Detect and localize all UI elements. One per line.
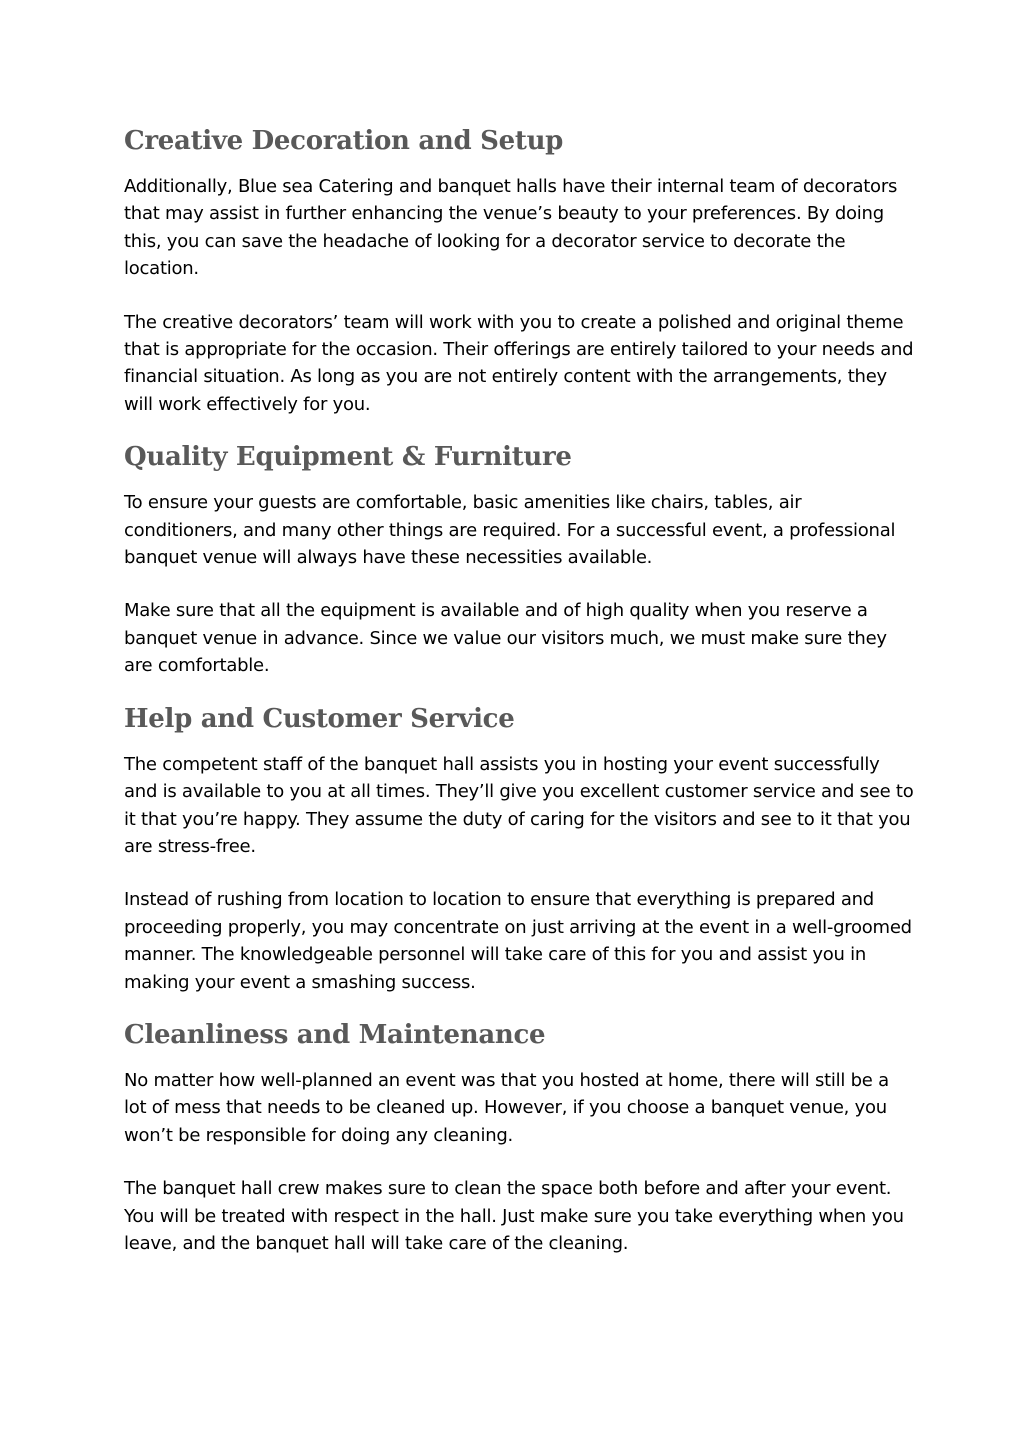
paragraph: The creative decorators’ team will work with you to create a polished and original theme that is appropriate for the occasion. Their offerings are entirely tailored to your needs and financial situation. As long as you are not entirely content with the arrangements, they will work effectively for you.: [124, 311, 914, 415]
paragraph: To ensure your guests are comfortable, basic amenities like chairs, tables, air conditioners, and many other things are required. For a successful event, a professional banquet venue will always have these necessities available.: [124, 492, 896, 569]
paragraph: The competent staff of the banquet hall assists you in hosting your event successfully and is available to you at all times. They’ll give you excellent customer service and see to it that you’re happy. They assume the duty of caring for the visitors and see to it that you are stress-free.: [124, 753, 914, 857]
section-help-customer-service: [124, 700, 914, 996]
section-heading: Quality Equipment & Furniture: [124, 442, 572, 473]
section-heading: Cleanliness and Maintenance: [124, 1019, 546, 1050]
paragraph: Make sure that all the equipment is available and of high quality when you reserve a banquet venue in advance. Since we value our visitors much, we must make sure they are comfortable.: [124, 600, 887, 677]
paragraph: Additionally, Blue sea Catering and banquet halls have their internal team of decorators that may assist in further enhancing the venue’s beauty to your preferences. By doing this, you can save the headache of looking for a decorator service to decorate the location.: [124, 176, 898, 280]
document-page: [124, 122, 914, 1277]
section-heading: Help and Customer Service: [124, 703, 515, 734]
paragraph: No matter how well-planned an event was that you hosted at home, there will still be a lot of mess that needs to be cleaned up. However, if you choose a banquet venue, you won’t be responsible for doing any cleaning.: [124, 1069, 889, 1146]
section-quality-equipment: [124, 438, 914, 679]
paragraph: The banquet hall crew makes sure to clean the space both before and after your event. You will be treated with respect in the hall. Just make sure you take everything when you leave, and the banquet hall will take care of the cleaning.: [124, 1178, 904, 1254]
section-heading: Creative Decoration and Setup: [124, 126, 564, 156]
paragraph: Instead of rushing from location to location to ensure that everything is prepared and proceeding properly, you may concentrate on just arriving at the event in a well-groomed manner. The knowledgeable personnel will take care of this for you and assist you in making your event a smashing success.: [124, 889, 912, 993]
section-cleanliness-maintenance: [124, 1016, 914, 1257]
section-creative-decoration: [124, 122, 914, 418]
